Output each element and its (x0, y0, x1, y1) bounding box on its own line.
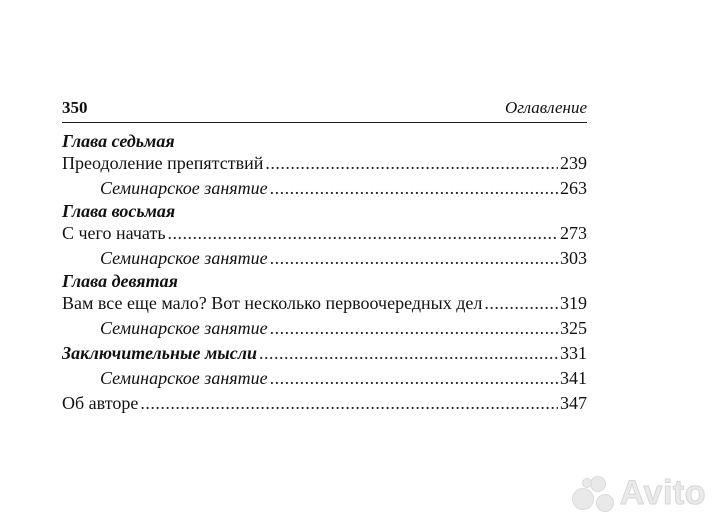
entry-page: 341 (560, 368, 587, 388)
entry-title: Преодоление препятствий (62, 153, 264, 173)
dot-leader (484, 291, 558, 315)
running-header (62, 96, 587, 123)
entry-title: С чего начать (62, 223, 166, 243)
toc-entry-seminar (62, 245, 587, 271)
toc-entry (62, 291, 587, 315)
toc-entry-seminar (62, 175, 587, 201)
dot-leader (168, 221, 558, 245)
entry-page: 303 (560, 248, 587, 268)
entry-title: Семинарское занятие (100, 368, 268, 388)
toc-entry-seminar (62, 365, 587, 391)
chapter-heading-7: Глава седьмая (62, 131, 175, 151)
entry-title: Заключительные мысли (62, 343, 258, 363)
chapter-heading-8: Глава восьмая (62, 201, 176, 221)
entry-title: Семинарское занятие (100, 248, 268, 268)
entry-page: 239 (560, 153, 587, 173)
entry-title: Семинарское занятие (100, 318, 268, 338)
entry-page: 331 (560, 343, 587, 363)
entry-title: Об авторе (62, 393, 139, 413)
toc-entry-final-thoughts (62, 341, 587, 365)
toc-entry-about-author (62, 391, 587, 415)
entry-page: 273 (560, 223, 587, 243)
entry-title: Семинарское занятие (100, 178, 268, 198)
toc-entry (62, 221, 587, 245)
table-of-contents (62, 131, 587, 415)
dot-leader (270, 315, 558, 341)
entry-page: 347 (560, 393, 587, 413)
section-title: Оглавление (504, 98, 587, 117)
toc-entry (62, 151, 587, 175)
dot-leader (265, 151, 558, 175)
entry-page: 263 (560, 178, 587, 198)
dot-leader (270, 365, 558, 391)
chapter-heading-9: Глава девятая (62, 271, 178, 291)
entry-page: 325 (560, 318, 587, 338)
dot-leader (259, 341, 558, 365)
entry-page: 319 (560, 293, 587, 313)
page-number: 350 (62, 98, 88, 117)
dot-leader (270, 175, 558, 201)
dot-leader (270, 245, 558, 271)
avito-watermark (572, 474, 706, 513)
toc-entry-seminar (62, 315, 587, 341)
entry-title: Вам все еще мало? Вот несколько первоочередных дел (62, 293, 483, 313)
watermark-text: Avito (619, 474, 706, 512)
avito-logo-icon (572, 476, 614, 512)
dot-leader (140, 391, 558, 415)
